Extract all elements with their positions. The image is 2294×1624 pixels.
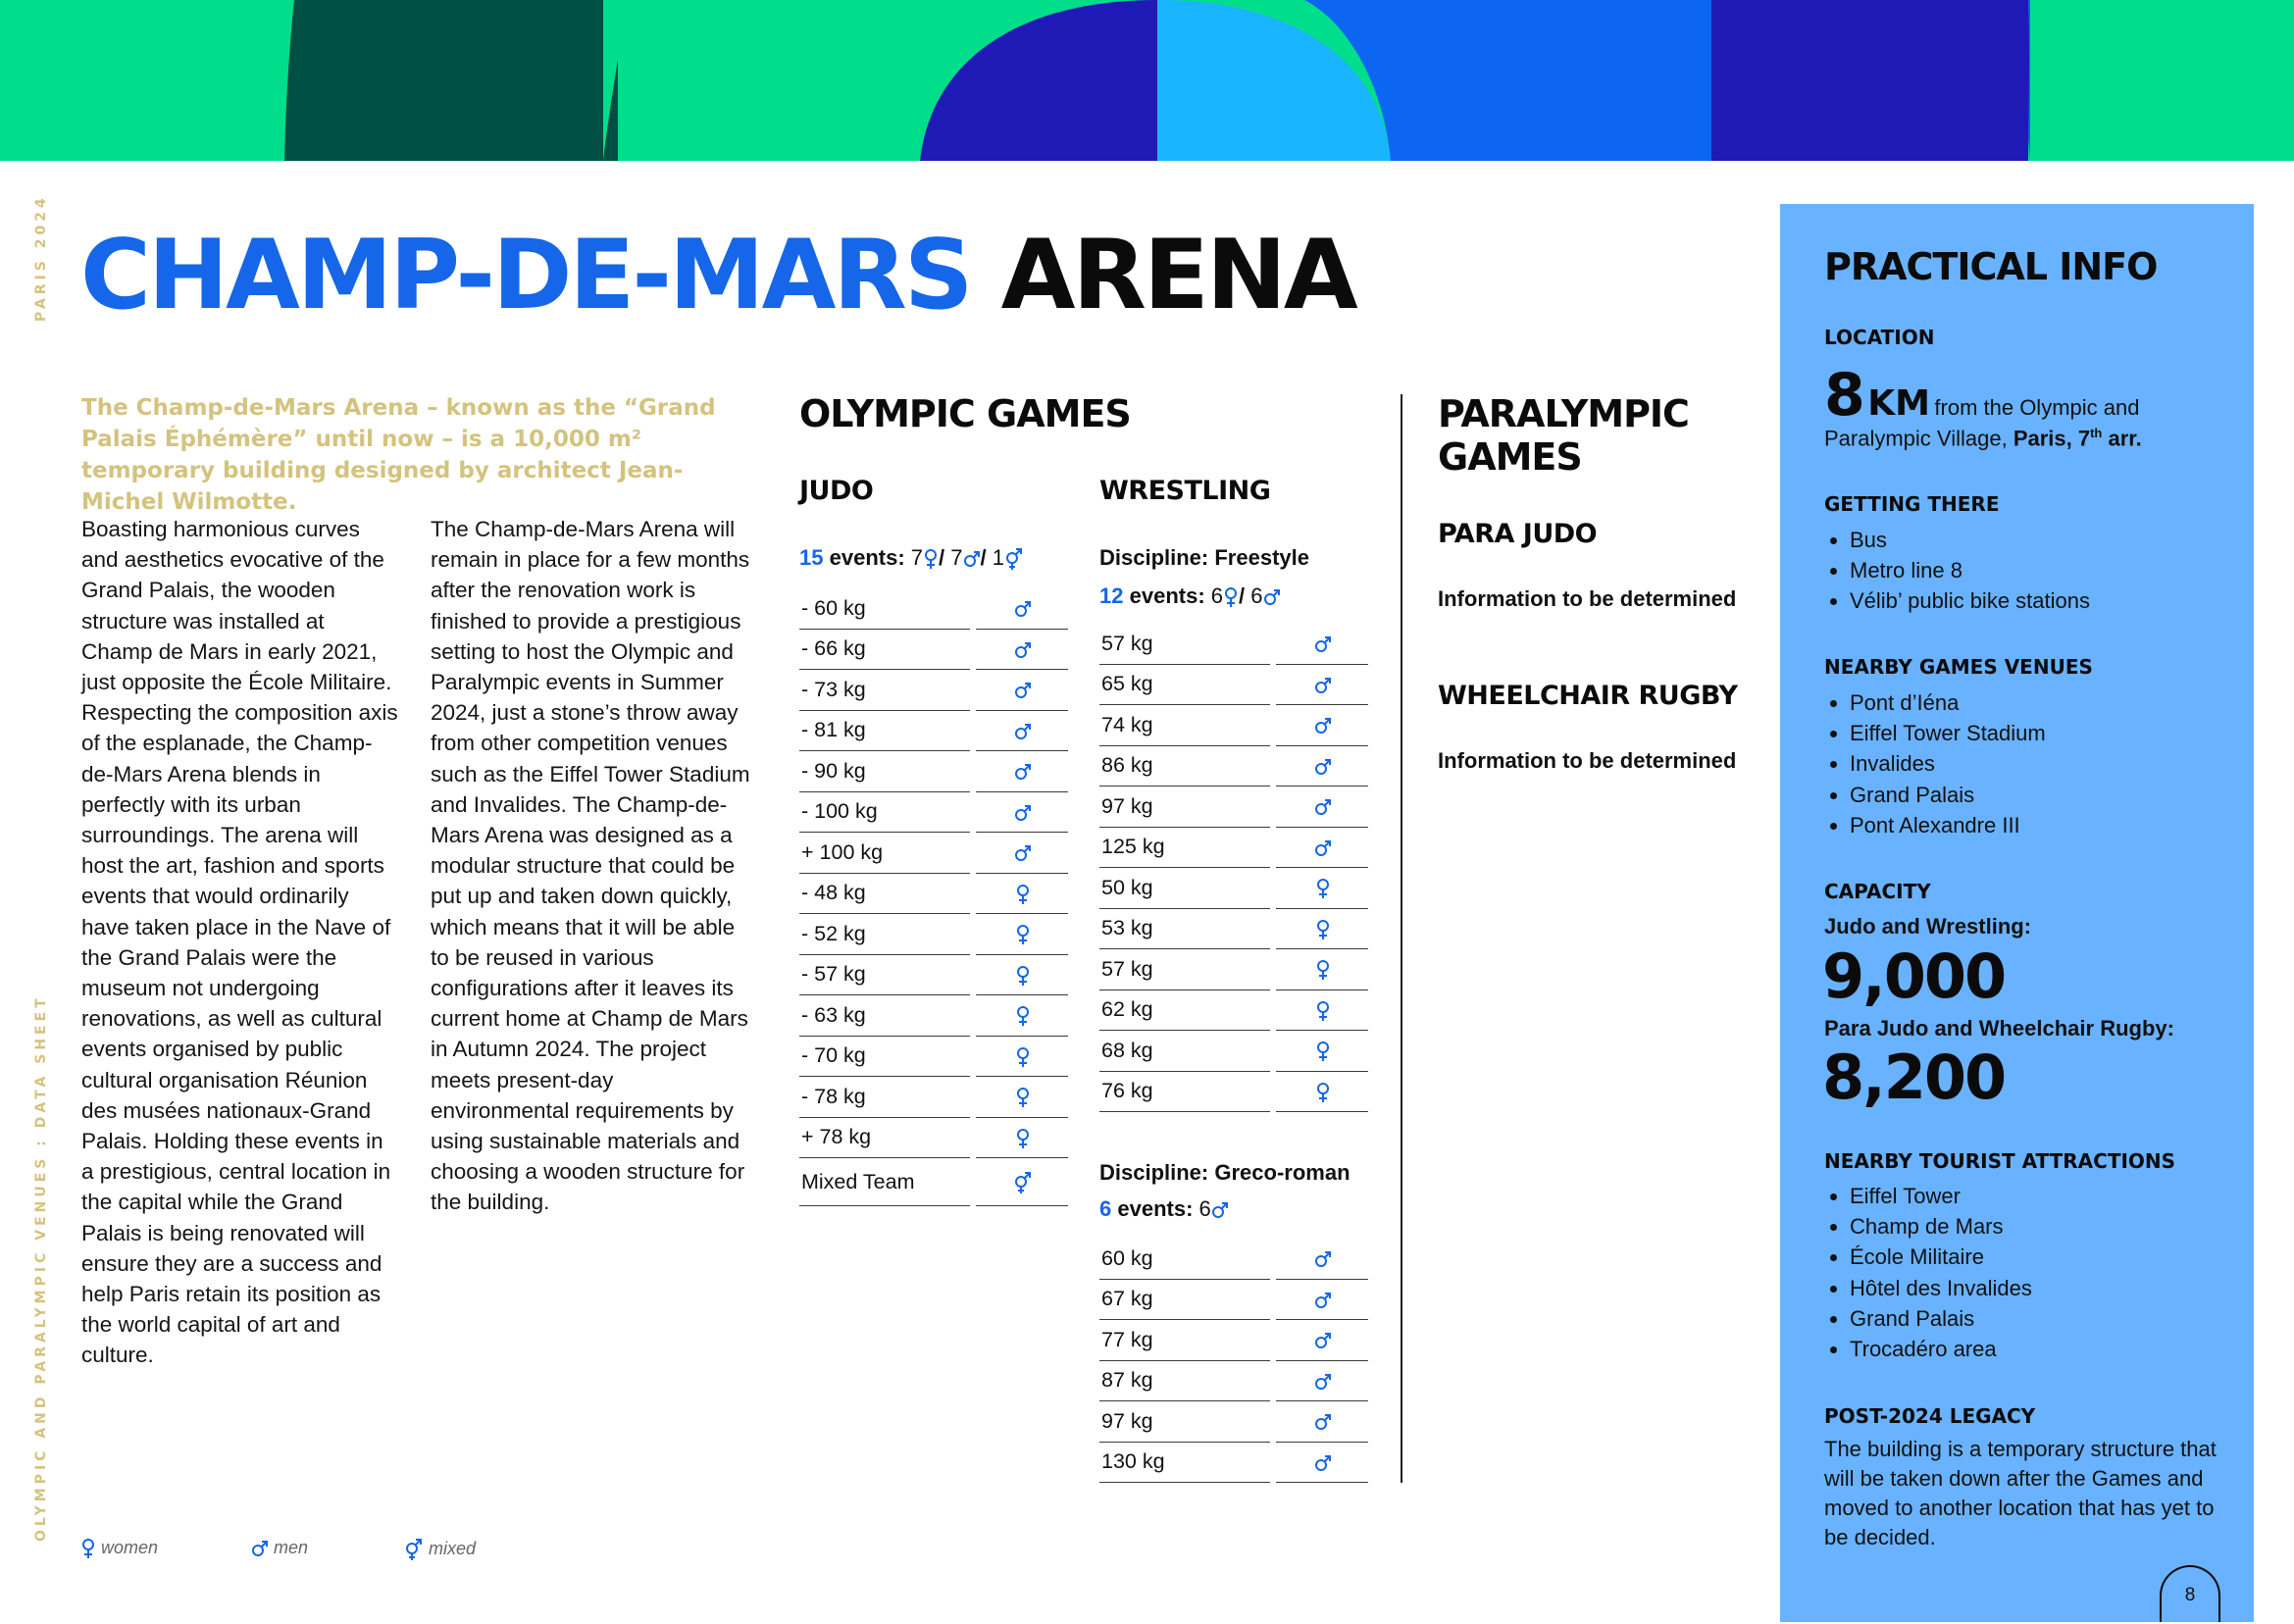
getting-there-list <box>1824 525 2090 617</box>
legacy-text: The building is a temporary structure that will be taken down after the Games and moved to another location that has yet to be decided. <box>1824 1437 2217 1549</box>
list-item: • Bus <box>1850 525 2090 555</box>
legend-mixed <box>404 1538 476 1561</box>
table-row <box>799 710 1068 751</box>
judo-women-count: 7 <box>910 545 924 570</box>
women-icon <box>80 1538 96 1557</box>
page-title <box>80 220 1355 331</box>
men-icon <box>1263 584 1281 608</box>
weight-label: 77 kg <box>1099 1320 1270 1361</box>
women-icon <box>1276 908 1368 949</box>
table-row <box>1099 1279 1368 1320</box>
location-heading: LOCATION <box>1824 326 1935 349</box>
list-item: • Eiffel Tower <box>1850 1181 2032 1211</box>
list-item: • Champ de Mars <box>1850 1211 2032 1242</box>
men-icon <box>976 791 1068 833</box>
men-icon <box>1276 1320 1368 1361</box>
weight-label: - 73 kg <box>799 670 970 711</box>
men-icon <box>1276 1360 1368 1401</box>
weight-label: - 90 kg <box>799 751 970 792</box>
weight-label: - 78 kg <box>799 1077 970 1118</box>
table-row <box>799 914 1068 955</box>
men-icon <box>1276 1239 1368 1279</box>
weight-label: 74 kg <box>1099 705 1270 746</box>
tourist-attractions-list <box>1824 1181 2032 1364</box>
column-divider <box>1401 394 1402 1483</box>
greco-roman-discipline: Discipline: Greco-roman <box>1099 1160 1351 1185</box>
table-row <box>1099 908 1368 949</box>
greco-events-label: events: <box>1117 1196 1194 1221</box>
list-item: • Grand Palais <box>1850 780 2046 810</box>
paralympic-heading-line1: PARALYMPIC <box>1438 392 1689 435</box>
table-row <box>1099 624 1368 664</box>
greco-events-count: 6 <box>1099 1196 1112 1221</box>
list-item: • Vélib’ public bike stations <box>1850 585 2090 616</box>
table-row <box>1099 664 1368 705</box>
capacity-heading: CAPACITY <box>1824 880 1931 903</box>
nearby-venues-heading: NEARBY GAMES VENUES <box>1824 655 2093 679</box>
table-row <box>799 1036 1068 1077</box>
weight-label: - 48 kg <box>799 873 970 914</box>
mixed-icon <box>1004 545 1024 570</box>
table-row <box>1099 1239 1368 1279</box>
women-icon <box>976 1117 1068 1158</box>
table-row <box>1099 1442 1368 1483</box>
table-row <box>1099 1360 1368 1401</box>
side-label-top: PARIS 2024 <box>33 194 49 322</box>
wrestling-heading: WRESTLING <box>1099 476 1271 506</box>
weight-label: 53 kg <box>1099 908 1270 949</box>
men-icon <box>976 710 1068 751</box>
men-icon <box>976 751 1068 792</box>
weight-label: 130 kg <box>1099 1442 1270 1483</box>
list-item: • Invalides <box>1850 748 2046 779</box>
table-row <box>1099 949 1368 990</box>
table-row <box>799 873 1068 914</box>
location-text: Paralympic Village, <box>1824 426 2008 451</box>
greco-roman-weight-table <box>1099 1239 1368 1483</box>
capacity-label-1: Judo and Wrestling: <box>1824 914 2032 939</box>
weight-label: - 63 kg <box>799 995 970 1037</box>
paralympic-heading-line2: GAMES <box>1438 435 1582 479</box>
list-item: • Pont Alexandre III <box>1850 810 2046 840</box>
table-row <box>799 1077 1068 1118</box>
women-icon <box>1223 584 1239 608</box>
weight-label: 87 kg <box>1099 1360 1270 1401</box>
women-icon <box>923 545 939 570</box>
table-row <box>799 791 1068 833</box>
women-icon <box>976 1036 1068 1077</box>
capacity-value-1: 9,000 <box>1822 940 2006 1012</box>
mixed-icon <box>976 1158 1068 1206</box>
para-judo-info: Information to be determined <box>1438 586 1737 611</box>
decorative-banner <box>0 0 2294 161</box>
women-icon <box>1276 990 1368 1031</box>
weight-label: Mixed Team <box>799 1158 970 1206</box>
men-icon <box>1276 1279 1368 1320</box>
legend-men-label: men <box>274 1538 309 1557</box>
title-part-venue: CHAMP-DE-MARS <box>80 220 971 331</box>
women-icon <box>976 995 1068 1037</box>
weight-label: 62 kg <box>1099 990 1270 1031</box>
weight-label: + 100 kg <box>799 833 970 874</box>
table-row <box>1099 787 1368 828</box>
nearby-venues-list <box>1824 687 2046 840</box>
body-column-2: The Champ-de-Mars Arena will remain in place for a few months after the renovation work is finished to provide a prestigious setting to host the Olympic and Paralympic events in Summer 2024, just a stone’s throw away from other competition venues such as the Eiffel Tower Stadium and Invalides. The Champ-de-Mars Arena was designed as a modular structure that could be put up and taken down quickly, which means that it will be able to be reused in various configurations after it leaves its current home at Champ de Mars in Autumn 2024. The project meets present-day environmental requirements by using sustainable materials and choosing a wooden structure for the building. <box>431 517 750 1215</box>
table-row <box>1099 868 1368 909</box>
distance-text: from the Olympic and <box>1934 395 2140 420</box>
title-part-arena: ARENA <box>1000 220 1355 331</box>
wheelchair-rugby-heading: WHEELCHAIR RUGBY <box>1438 681 1738 711</box>
greco-men-count: 6 <box>1198 1196 1211 1221</box>
freestyle-discipline: Discipline: Freestyle <box>1099 545 1309 570</box>
women-icon <box>1276 868 1368 909</box>
men-icon <box>1276 1442 1368 1483</box>
location-sup: th <box>2090 426 2103 440</box>
body-column-1: Boasting harmonious curves and aesthetics evocative of the Grand Palais, the wooden structure was installed at Champ de Mars in early 2021, just opposite the École Militaire. Respecting the composition axis of the esplanade, the Champ-de-Mars Arena blends in perfectly with its urban surroundings. The arena will host the art, fashion and sports events that would ordinarily have taken place in the Nave of the Grand Palais were the museum not undergoing renovations, as well as cultural events organised by public cultural organisation Réunion des musées nationaux-Grand Palais. Holding these events in a prestigious, central location in the capital while the Grand Palais is being renovated will ensure they are a success and help Paris retain its position as the world capital of art and culture. <box>81 517 398 1368</box>
side-label-bottom: OLYMPIC AND PARALYMPIC VENUES : DATA SHEET <box>33 994 49 1542</box>
legend-women <box>80 1538 158 1559</box>
women-icon <box>976 954 1068 995</box>
judo-events-label: events: <box>829 545 905 570</box>
men-icon <box>1276 787 1368 828</box>
olympic-games-heading: OLYMPIC GAMES <box>799 392 1131 435</box>
weight-label: + 78 kg <box>799 1117 970 1158</box>
table-row <box>1099 1031 1368 1072</box>
capacity-value-2: 8,200 <box>1822 1041 2006 1113</box>
legacy-heading: POST-2024 LEGACY <box>1824 1404 2036 1428</box>
paralympic-games-heading <box>1438 392 1689 479</box>
freestyle-events-summary: 12 events: 6 / 6 <box>1099 584 1281 609</box>
table-row <box>799 833 1068 874</box>
women-icon <box>1276 1071 1368 1112</box>
freestyle-women-count: 6 <box>1210 584 1224 608</box>
men-icon <box>1276 705 1368 746</box>
men-icon <box>251 1538 269 1557</box>
weight-label: 57 kg <box>1099 624 1270 664</box>
list-item: • Grand Palais <box>1850 1303 2032 1334</box>
table-row <box>799 629 1068 670</box>
capacity-label-2: Para Judo and Wheelchair Rugby: <box>1824 1016 2174 1040</box>
weight-label: 76 kg <box>1099 1071 1270 1112</box>
men-icon <box>1276 1401 1368 1443</box>
tourist-attractions-heading: NEARBY TOURIST ATTRACTIONS <box>1824 1149 2176 1173</box>
men-icon <box>976 670 1068 711</box>
men-icon <box>1276 624 1368 664</box>
weight-label: - 100 kg <box>799 791 970 833</box>
table-row <box>1099 827 1368 868</box>
men-icon <box>1211 1196 1229 1221</box>
freestyle-events-label: events: <box>1129 584 1205 608</box>
weight-label: 57 kg <box>1099 949 1270 990</box>
location-arr: arr. <box>2108 426 2142 451</box>
page-number: 8 <box>2160 1565 2220 1622</box>
table-row <box>799 1158 1068 1206</box>
judo-events-count: 15 <box>799 545 824 570</box>
practical-info-title: PRACTICAL INFO <box>1824 245 2158 288</box>
distance-value: 8 <box>1824 361 1863 430</box>
women-icon <box>976 914 1068 955</box>
legend-women-label: women <box>101 1538 159 1557</box>
weight-label: 65 kg <box>1099 664 1270 705</box>
weight-label: 97 kg <box>1099 1401 1270 1443</box>
freestyle-weight-table <box>1099 624 1368 1112</box>
weight-label: 60 kg <box>1099 1239 1270 1279</box>
weight-label: 97 kg <box>1099 787 1270 828</box>
wheelchair-rugby-info: Information to be determined <box>1438 748 1737 773</box>
weight-label: - 70 kg <box>799 1036 970 1077</box>
list-item: • Eiffel Tower Stadium <box>1850 718 2046 748</box>
men-icon <box>1276 827 1368 868</box>
judo-men-count: 7 <box>950 545 963 570</box>
judo-events-summary: 15 events: 7 / 7 / 1 <box>799 545 1024 571</box>
men-icon <box>976 588 1068 629</box>
women-icon <box>976 873 1068 914</box>
weight-label: 125 kg <box>1099 827 1270 868</box>
weight-label: - 57 kg <box>799 954 970 995</box>
weight-label: - 81 kg <box>799 710 970 751</box>
list-item: • Trocadéro area <box>1850 1334 2032 1364</box>
para-judo-heading: PARA JUDO <box>1438 519 1598 549</box>
table-row <box>1099 1401 1368 1443</box>
location-city: Paris, 7 <box>2013 426 2091 451</box>
table-row <box>799 995 1068 1037</box>
freestyle-events-count: 12 <box>1099 584 1124 608</box>
table-row <box>799 1117 1068 1158</box>
mixed-icon <box>404 1539 424 1558</box>
table-row <box>1099 1320 1368 1361</box>
list-item: • Metro line 8 <box>1850 555 2090 585</box>
table-row <box>799 954 1068 995</box>
women-icon <box>1276 1031 1368 1072</box>
judo-weight-table <box>799 588 1068 1206</box>
men-icon <box>976 629 1068 670</box>
list-item: • École Militaire <box>1850 1242 2032 1272</box>
weight-label: 68 kg <box>1099 1031 1270 1072</box>
weight-label: 86 kg <box>1099 745 1270 787</box>
men-icon <box>963 545 981 570</box>
men-icon <box>1276 664 1368 705</box>
weight-label: - 52 kg <box>799 914 970 955</box>
location-place <box>1824 419 2142 453</box>
table-row <box>799 670 1068 711</box>
table-row <box>1099 705 1368 746</box>
lead-paragraph: The Champ-de-Mars Arena – known as the “Grand Palais Éphémère” until now – is a 10,000 m² temporary building designed by architect Jean-Michel Wilmotte. <box>81 395 716 515</box>
getting-there-heading: GETTING THERE <box>1824 492 2000 516</box>
weight-label: 50 kg <box>1099 868 1270 909</box>
legend-men <box>251 1538 308 1558</box>
weight-label: - 60 kg <box>799 588 970 629</box>
list-item: • Hôtel des Invalides <box>1850 1273 2032 1303</box>
table-row <box>1099 990 1368 1031</box>
men-icon <box>976 833 1068 874</box>
judo-mixed-count: 1 <box>992 545 1005 570</box>
freestyle-men-count: 6 <box>1250 584 1263 608</box>
women-icon <box>1276 949 1368 990</box>
legend-mixed-label: mixed <box>429 1538 477 1558</box>
table-row <box>799 751 1068 792</box>
table-row <box>799 588 1068 629</box>
list-item: • Pont d’Iéna <box>1850 687 2046 718</box>
table-row <box>1099 745 1368 787</box>
judo-heading: JUDO <box>799 476 874 506</box>
weight-label: - 66 kg <box>799 629 970 670</box>
men-icon <box>1276 745 1368 787</box>
distance-unit: KM <box>1867 383 1930 424</box>
weight-label: 67 kg <box>1099 1279 1270 1320</box>
greco-roman-events-summary <box>1099 1196 1229 1222</box>
table-row <box>1099 1071 1368 1112</box>
women-icon <box>976 1077 1068 1118</box>
